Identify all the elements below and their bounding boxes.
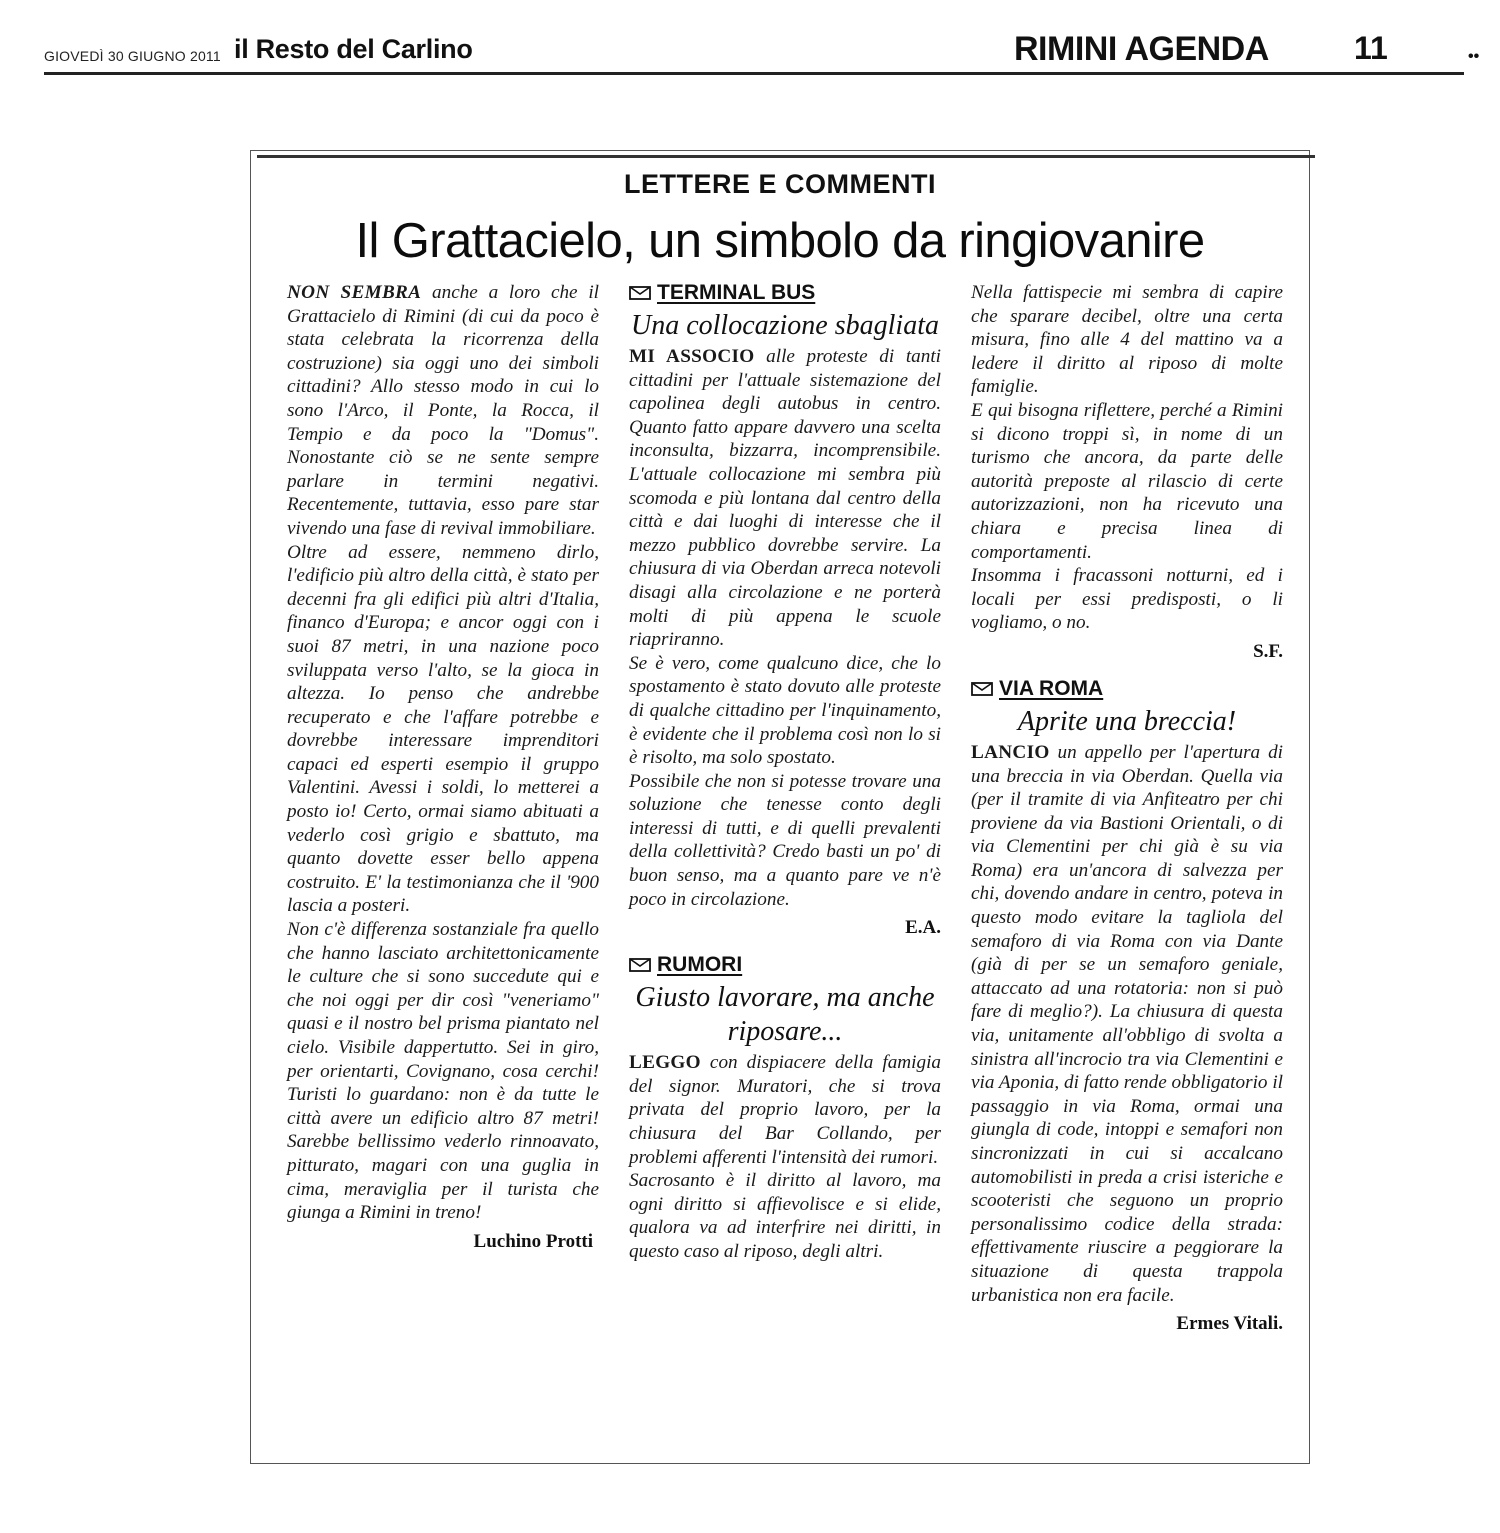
letter3-signature: S.F. <box>1253 640 1283 662</box>
page-number: 11 <box>1354 30 1388 66</box>
letter2-lead: MI ASSOCIO <box>629 346 755 367</box>
letter1-paragraph-1 <box>287 281 599 541</box>
letter2-paragraph-2: Se è vero, come qualcuno dice, che lo spostamento è stato dovuto alle proteste di qualche cittadino per l'inquinamento, è evidente che il problema così non lo si è risolto, ma solo spostato. <box>629 652 941 769</box>
column-1 <box>287 281 599 1253</box>
letter2-subhead: Una collocazione sbagliata <box>631 310 939 341</box>
section-tag-terminal-bus <box>629 281 941 305</box>
section-tag-via-roma <box>971 677 1283 701</box>
page-header <box>44 28 1480 72</box>
letter3-paragraph-3: Nella fattispecie mi sembra di capire che sparare decibel, oltre una certa misura, fino alle 4 del mattino va a ledere il diritto al riposo di molte famiglie. <box>971 282 1283 398</box>
article-top-rule <box>257 155 1315 158</box>
letter2-paragraph-3: Possibile che non si potesse trovare una soluzione che tenesse conto degli interessi di tutti, e di quelli prevalenti della collettività? Credo basti un po' di buon senso, ma a quanto pare ve n'è poco in circolazione. <box>629 770 941 910</box>
letter3-paragraph-4: E qui bisogna riflettere, perché a Rimini si dicono troppi sì, in nome di un turismo che ancora, da parte delle autorità preposte al rilascio di certe autorizzazioni, non ha ricevuto una chiara e precisa linea di comportamenti. <box>971 399 1283 563</box>
letter1-paragraph-3: Non c'è differenza sostanziale fra quello che hanno lasciato architettonicamente le culture che si sono succedute qui e che noi oggi per dir così "veneriamo" quasi e il nostro bel prisma piantato nel cielo. Visibile dappertutto. Sei in giro, per orientarti, Covignano, cosa cerchi! Turisti lo guardano: non è da tutte le città avere un edificio altro 87 metri! Sarebbe bellissimo vederlo rinnoavato, pitturato, magari con una guglia in cima, meraviglia per il turista che giunga a Rimini in treno! <box>287 919 599 1224</box>
column-2 <box>629 281 941 1264</box>
section-tag-rumori <box>629 953 941 977</box>
section-tag-label: VIA ROMA <box>999 676 1104 700</box>
newspaper-name: il Resto del Carlino <box>234 34 473 64</box>
envelope-icon <box>629 286 651 300</box>
envelope-icon <box>629 958 651 972</box>
letter1-text-1: anche a loro che il Grattacielo di Rimini (di cui da poco è stata celebrata la ricorrenza della costruzione) sia oggi uno dei simboli cittadini? Allo stesso modo in cui lo sono l'Arco, il Ponte, la Rocca, il Tempio e da poco la "Domus". Nonostante ciò se ne sente sempre parlare in termini negativi. Recentemente, tuttavia, esso pare star vivendo una fase di revival immobiliare. <box>287 282 599 539</box>
section-tag-label: TERMINAL BUS <box>657 281 816 304</box>
issue-date: GIOVEDÌ 30 GIUGNO 2011 <box>44 48 221 64</box>
letter1-paragraph-2: Oltre ad essere, nemmeno dirlo, l'edificio più altro della città, è stato per decenni fra gli edifici più altri d'Italia, financo d'Europa; e ancor oggi con i suoi 87 metri, in una nazione poco sviluppata verso l'alto, se la gioca in altezza. Io penso che andrebbe recuperato e che l'affare potrebbe e dovrebbe interessare imprenditori capaci ed esperti esempio il gruppo Valentini. Avessi i soldi, lo metterei a posto io! Certo, ormai siamo abituati a vederlo così grigio e sbattuto, ma quanto dovette esser bello appena costruito. E' la testimonianza che il '900 lascia a posteri. <box>287 541 599 917</box>
letter3-text-1: con dispiacere della famigia del signor. Muratori, che si trova privata del proprio lavoro, per la chiusura del Bar Collando, per problemi afferenti l'intensità dei rumori. <box>629 1052 941 1168</box>
letter3-paragraph-1 <box>629 1051 941 1169</box>
letter3-paragraph-5: Insomma i fracassoni notturni, ed i locali per essi predisposti, o li vogliamo, o no. <box>971 565 1283 634</box>
letter4-subhead: Aprite una breccia! <box>1017 705 1237 737</box>
letter4-paragraph-1 <box>971 741 1283 1307</box>
letter1-signature: Luchino Protti <box>473 1230 593 1252</box>
letter1-lead: NON SEMBRA <box>287 282 422 303</box>
letter4-text-1: un appello per l'apertura di una breccia in via Oberdan. Quella via (per il tramite di via Anfiteatro per chi proviene da via Bastioni Orientali, o di via Clementini per chi già è su via Roma) era un'ancora di salvezza per chi, dovendo andare in centro, poteva in questo modo evitare la tagliola del semaforo di via Roma con via Dante (già di per se un semaforo geniale, attaccato ad una rotatoria: non si può fare di meglio?). La chiusura di questa via, unitamente all'obbligo di svolta a sinistra all'incrocio tra via Clementini e via Aponia, di fatto rende obbligatorio il passaggio in via Roma, ormai una giungla di code, intoppi e semafori non sincronizzati in cui si accalcano automobilisti in preda a crisi isteriche e scooteristi che seguono un proprio personalissimo codice della strada: effettivamente riuscire a peggiorare la situazione di questa trappola urbanistica non era facile. <box>971 741 1283 1306</box>
letter3-subhead: Giusto lavorare, ma anche riposare... <box>635 982 935 1048</box>
letter2-signature: E.A. <box>905 917 941 939</box>
letter4-signature: Ermes Vitali. <box>1176 1313 1283 1335</box>
letter2-paragraph-1 <box>629 345 941 652</box>
section-tag-label: RUMORI <box>657 953 743 977</box>
article-headline: Il Grattacielo, un simbolo da ringiovanire <box>355 214 1205 268</box>
letter4-lead: LANCIO <box>971 741 1050 763</box>
section-title: RIMINI AGENDA <box>1014 30 1269 68</box>
envelope-icon <box>971 682 993 696</box>
header-rule <box>44 72 1464 75</box>
registration-mark: •• <box>1468 48 1480 65</box>
column-3 <box>971 281 1283 1335</box>
article-clipping <box>250 150 1310 1464</box>
letter3-paragraph-2: Sacrosanto è il diritto al lavoro, ma ogni diritto si affievolisce e si elide, qualora va ad interfrire nei diritti, in questo caso al riposo, degli altri. <box>629 1170 941 1262</box>
letter3-lead: LEGGO <box>629 1052 701 1074</box>
article-kicker: LETTERE E COMMENTI <box>624 169 936 199</box>
letter2-text-1: alle proteste di tanti cittadini per l'attuale sistemazione del capolinea degli autobus in centro. Quanto fatto appare davvero una scelta inconsulta, bizzarra, incomprensibile. L'attuale collocazione mi sembra più scomoda e più lontana dal centro della città e dai luoghi di interesse che il mezzo pubblico dovrebbe servire. La chiusura di via Oberdan arreca notevoli disagi alla circolazione e ne porterà molti di più appena le scuole riapriranno. <box>629 346 941 651</box>
